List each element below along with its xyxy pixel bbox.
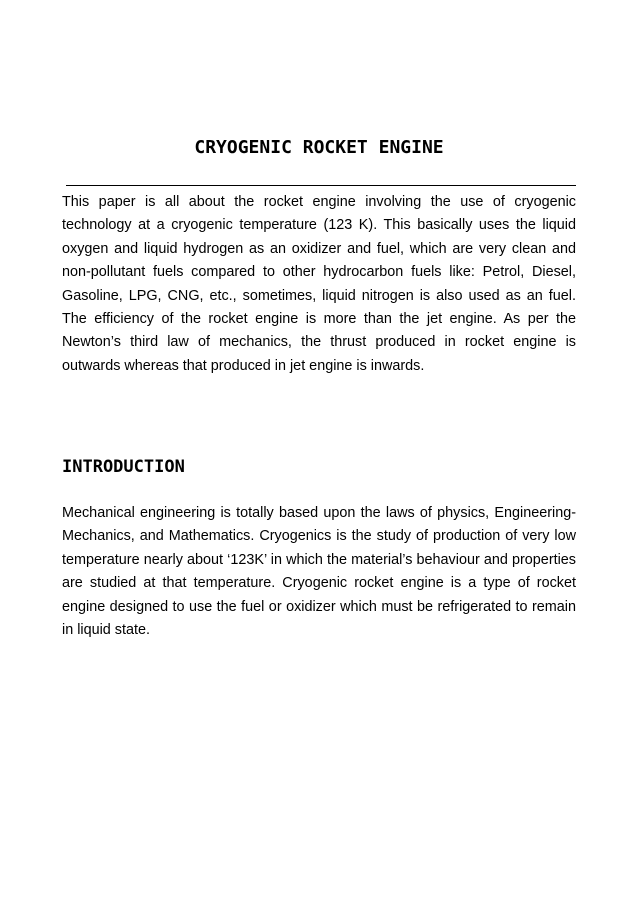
introduction-heading: INTRODUCTION: [62, 457, 185, 477]
document-title: CRYOGENIC ROCKET ENGINE: [194, 137, 444, 158]
title-divider: [66, 185, 576, 186]
abstract-paragraph: This paper is all about the rocket engine involving the use of cryogenic technology at a cryogenic temperature (123 K). This basically uses the liquid oxygen and liquid hydrogen as an oxidizer and fuel, which are very clean and non-pollutant fuels compared to other hydrocarbon fuels like: Petrol, Diesel, Gasoline, LPG, CNG, etc., sometimes, liquid nitrogen is also used as an fuel. The efficiency of the rocket engine is more than the jet engine. As per the Newton’s third law of mechanics, the thrust produced in rocket engine is outwards whereas that produced in jet engine is inwards.: [62, 194, 576, 374]
introduction-paragraph: Mechanical engineering is totally based upon the laws of physics, Engineering-Mechanics, and Mathematics. Cryogenics is the study of production of very low temperature nearly about ‘123K’ in which the material’s behaviour and properties are studied at that temperature. Cryogenic rocket engine is a type of rocket engine designed to use the fuel or oxidizer which must be refrigerated to remain in liquid state.: [62, 505, 576, 639]
